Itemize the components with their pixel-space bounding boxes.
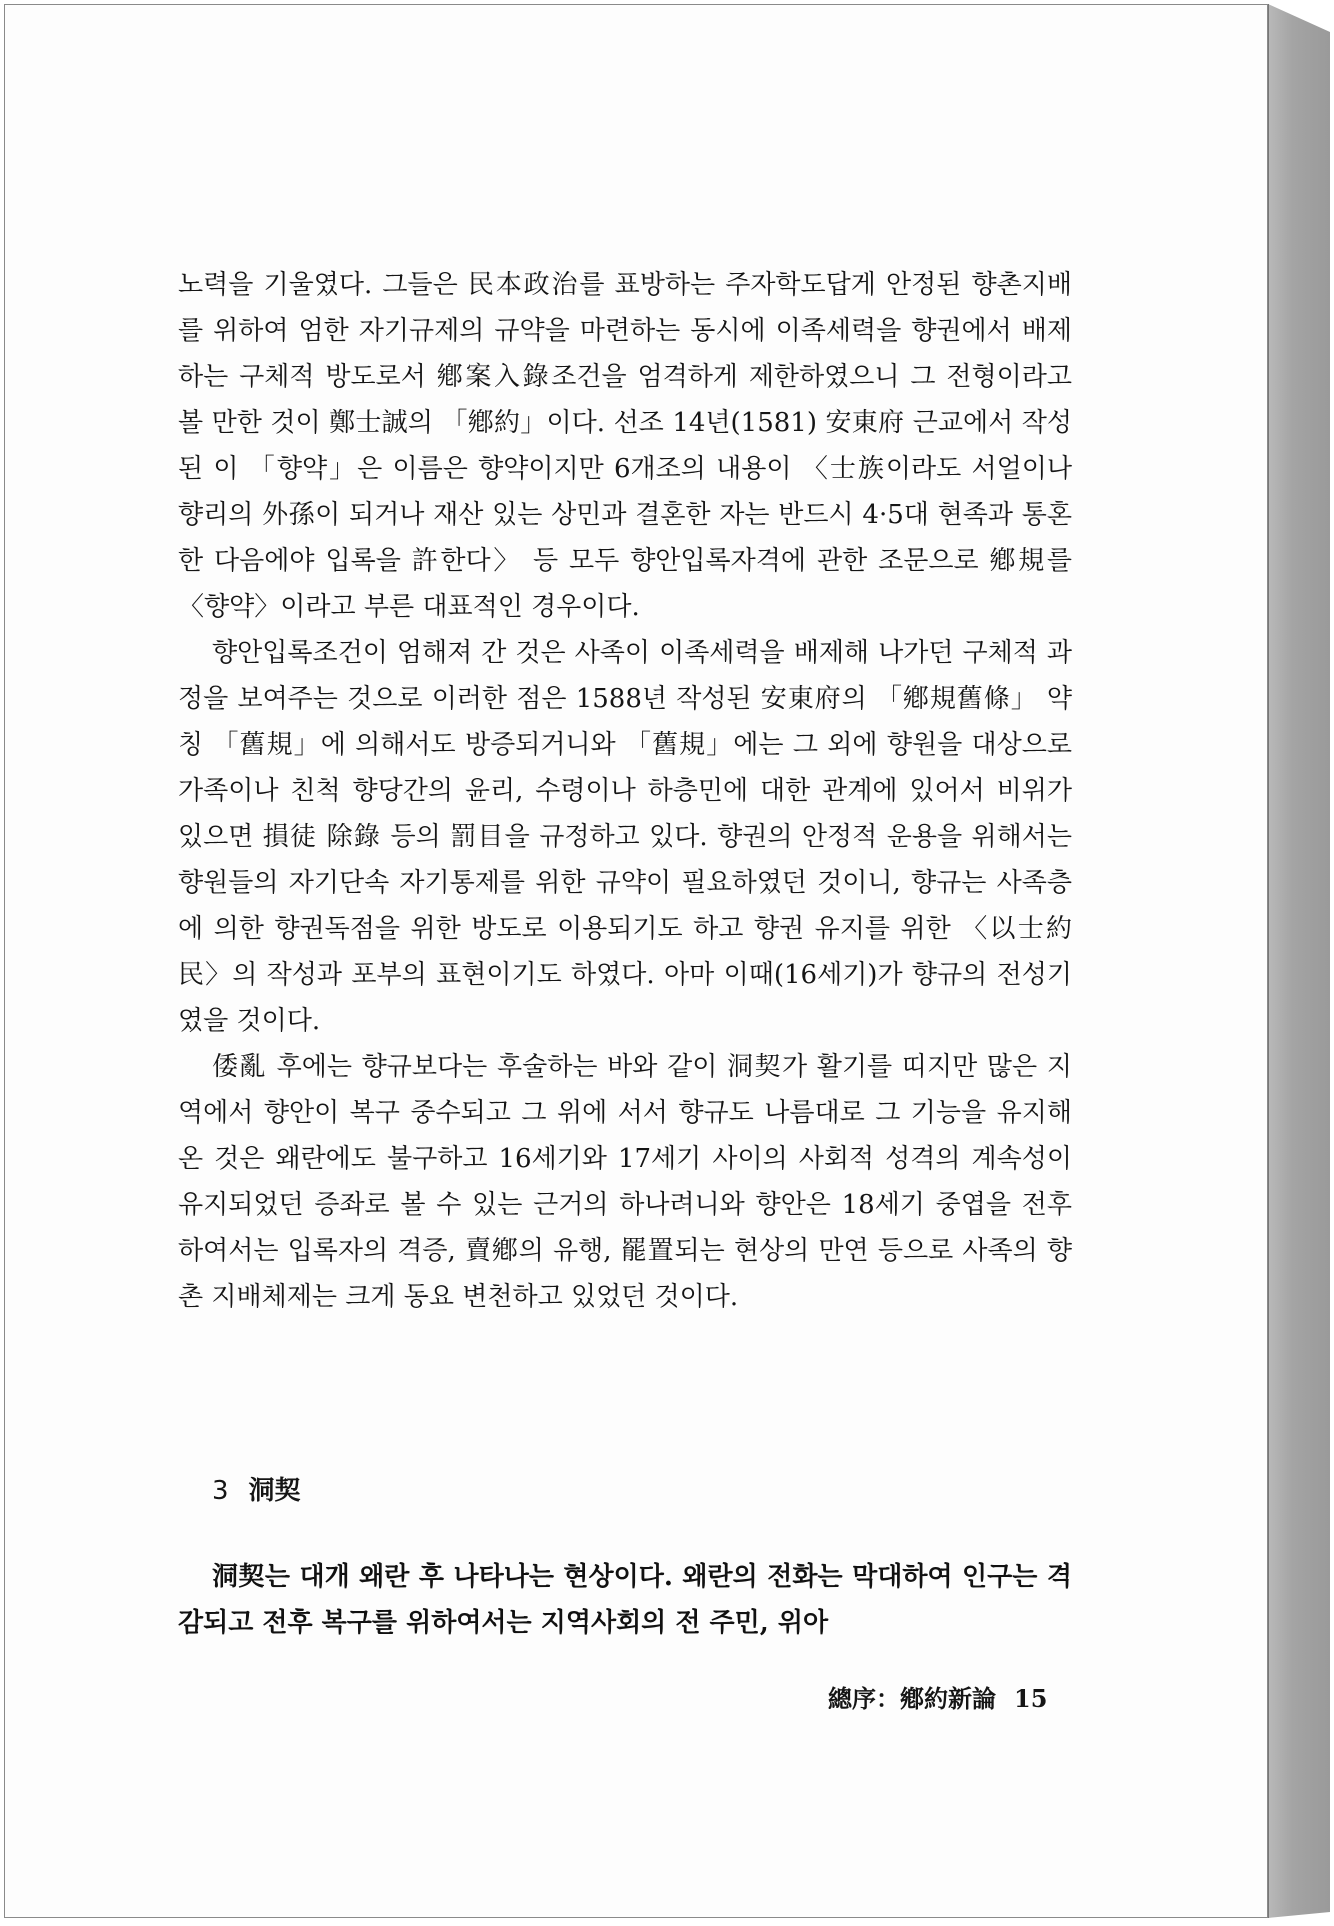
section-paragraph: 洞契는 대개 왜란 후 나타나는 현상이다. 왜란의 전화는 막대하여 인구는 격감되고 전후 복구를 위하여서는 지역사회의 전 주민, 위아 [178,1562,1072,1638]
section-number: 3 [212,1476,229,1506]
page-stack-edge [1268,4,1330,1918]
page-edge-line [1268,4,1269,1918]
paragraph-1: 노력을 기울였다. 그들은 民本政治를 표방하는 주자학도답게 안정된 향촌지배를 위하여 엄한 자기규제의 규약을 마련하는 동시에 이족세력을 향권에서 배제하는 구체적 방도로서 鄕案入錄조건을 엄격하게 제한하였으니 그 전형이라고 볼 만한 것이 鄭士誠의 「鄕約」이다. 선조 14년(1581) 安東府 근교에서 작성된 이 「향약」은 이름은 향약이지만 6개조의 내용이 〈士族이라도 서얼이나 향리의 外孫이 되거나 재산 있는 상민과 결혼한 자는 반드시 4·5대 현족과 통혼한 다음에야 입록을 許한다〉 등 모두 향안입록자격에 관한 조문으로 鄕規를 〈향약〉이라고 부른 대표적인 경우이다. [178,270,1072,622]
paragraph-2: 향안입록조건이 엄해져 간 것은 사족이 이족세력을 배제해 나가던 구체적 과정을 보여주는 것으로 이러한 점은 1588년 작성된 安東府의 「鄕規舊條」 약칭 「舊規」에 의해서도 방증되거니와 「舊規」에는 그 외에 향원을 대상으로 가족이나 친척 향당간의 윤리, 수령이나 하층민에 대한 관계에 있어서 비위가 있으면 損徒 除錄 등의 罰目을 규정하고 있다. 향권의 안정적 운용을 위해서는 향원들의 자기단속 자기통제를 위한 규약이 필요하였던 것이니, 향규는 사족층에 의한 향권독점을 위한 방도로 이용되기도 하고 향권 유지를 위한 〈以士約民〉의 작성과 포부의 표현이기도 하였다. 아마 이때(16세기)가 향규의 전성기였을 것이다. [178,638,1072,1036]
paragraph-3: 倭亂 후에는 향규보다는 후술하는 바와 같이 洞契가 활기를 띠지만 많은 지역에서 향안이 복구 중수되고 그 위에 서서 향규도 나름대로 그 기능을 유지해 온 것은 왜란에도 불구하고 16세기와 17세기 사이의 사회적 성격의 계속성이 유지되었던 증좌로 볼 수 있는 근거의 하나려니와 향안은 18세기 중엽을 전후하여서는 입록자의 격증, 賣鄕의 유행, 罷置되는 현상의 만연 등으로 사족의 향촌 지배체제는 크게 동요 변천하고 있었던 것이다. [178,1052,1072,1312]
page-footer [828,1679,1047,1714]
body-text [178,262,1072,1320]
page-number: 15 [1014,1684,1048,1713]
running-title: 總序：鄕約新論 [828,1684,996,1713]
section-body-text [178,1554,1072,1646]
section-heading [212,1470,301,1507]
section-title: 洞契 [248,1476,301,1506]
